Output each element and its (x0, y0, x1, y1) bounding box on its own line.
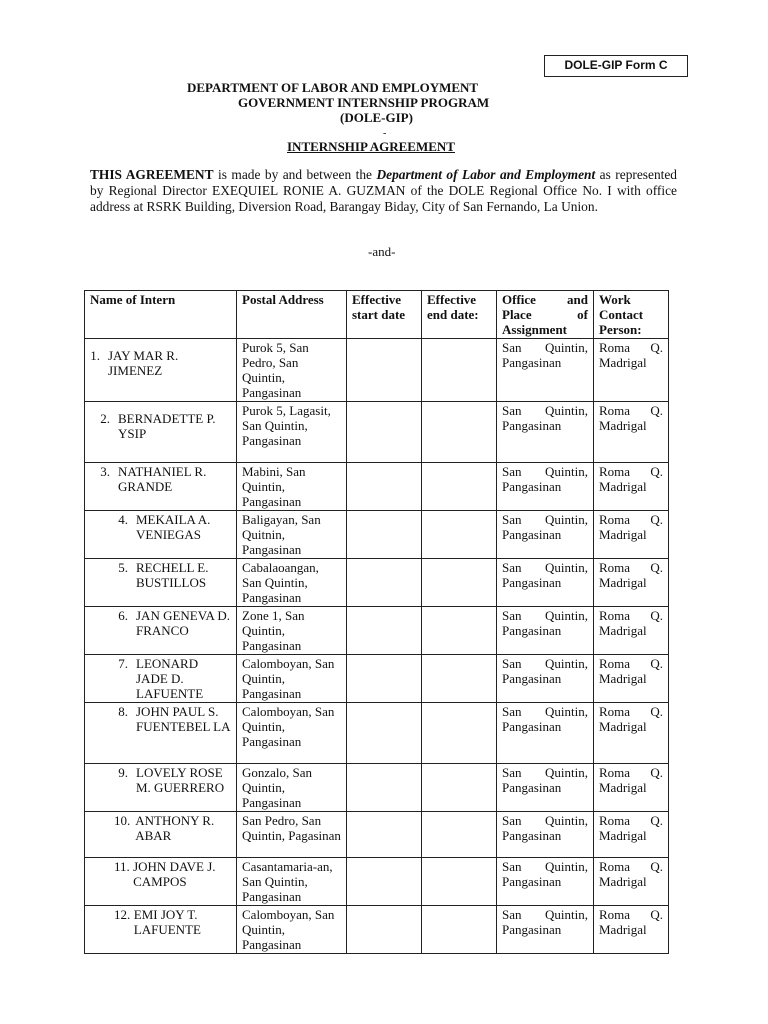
header-start: Effective start date (347, 291, 422, 339)
intern-name-cell (85, 703, 237, 764)
effective-end-date (422, 812, 497, 858)
effective-start-date (347, 812, 422, 858)
intern-name: JAN GENEVA D. FRANCO (136, 608, 231, 638)
work-contact-person: Roma Q. Madrigal (594, 858, 669, 906)
effective-end-date (422, 511, 497, 559)
effective-end-date (422, 463, 497, 511)
work-contact-person: Roma Q. Madrigal (594, 906, 669, 954)
table-row (85, 655, 669, 703)
intern-name-cell (85, 559, 237, 607)
intern-number: 5. (118, 560, 128, 575)
work-contact-person: Roma Q. Madrigal (594, 559, 669, 607)
header-dash: - (383, 128, 387, 139)
table-row (85, 764, 669, 812)
office-assignment: San Quintin, Pangasinan (497, 812, 594, 858)
intern-name: LEONARD JADE D. LAFUENTE (136, 656, 204, 701)
header-end: Effective end date: (422, 291, 497, 339)
office-assignment: San Quintin, Pangasinan (497, 402, 594, 463)
intern-name: JOHN PAUL S. FUENTEBEL LA (136, 704, 231, 734)
work-contact-person: Roma Q. Madrigal (594, 511, 669, 559)
intern-name: LOVELY ROSE M. GUERRERO (136, 765, 225, 795)
form-code-box (544, 55, 688, 77)
postal-address: Calomboyan, San Quintin, Pangasinan (237, 906, 347, 954)
effective-start-date (347, 463, 422, 511)
office-assignment: San Quintin, Pangasinan (497, 607, 594, 655)
form-code: DOLE-GIP Form C (564, 58, 668, 72)
effective-start-date (347, 511, 422, 559)
postal-address: Zone 1, San Quintin, Pangasinan (237, 607, 347, 655)
header-office: Office and Place of Assignment (497, 291, 594, 339)
intern-number: 3. (100, 464, 110, 479)
intern-number: 9. (118, 765, 128, 780)
intern-number: 6. (118, 608, 128, 623)
postal-address: San Pedro, San Quintin, Pagasinan (237, 812, 347, 858)
document-title: INTERNSHIP AGREEMENT (287, 139, 455, 154)
postal-address: Baligayan, San Quitnin, Pangasinan (237, 511, 347, 559)
intern-name: BERNADETTE P. YSIP (118, 411, 216, 441)
table-row (85, 812, 669, 858)
effective-start-date (347, 655, 422, 703)
office-assignment: San Quintin, Pangasinan (497, 906, 594, 954)
intern-name-cell (85, 655, 237, 703)
office-assignment: San Quintin, Pangasinan (497, 764, 594, 812)
header-address: Postal Address (237, 291, 347, 339)
intern-name: JOHN DAVE J. CAMPOS (133, 859, 216, 889)
office-assignment: San Quintin, Pangasinan (497, 339, 594, 402)
intern-name: RECHELL E. BUSTILLOS (136, 560, 209, 590)
intern-number: 4. (118, 512, 128, 527)
agreement-text-1: is made by and between the (213, 167, 377, 182)
effective-end-date (422, 703, 497, 764)
office-assignment: San Quintin, Pangasinan (497, 858, 594, 906)
postal-address: Calomboyan, San Quintin, Pangasinan (237, 703, 347, 764)
effective-end-date (422, 339, 497, 402)
office-assignment: San Quintin, Pangasinan (497, 559, 594, 607)
intern-name-cell (85, 764, 237, 812)
effective-start-date (347, 764, 422, 812)
dept-name: DEPARTMENT OF LABOR AND EMPLOYMENT (187, 80, 479, 95)
program-name: GOVERNMENT INTERNSHIP PROGRAM (238, 95, 490, 110)
work-contact-person: Roma Q. Madrigal (594, 655, 669, 703)
effective-end-date (422, 607, 497, 655)
intern-name-cell (85, 339, 237, 402)
effective-start-date (347, 559, 422, 607)
office-assignment: San Quintin, Pangasinan (497, 655, 594, 703)
postal-address: Cabalaoangan, San Quintin, Pangasinan (237, 559, 347, 607)
intern-number: 1. (90, 348, 100, 363)
postal-address: Purok 5, San Pedro, San Quintin, Pangasinan (237, 339, 347, 402)
intern-name-cell (85, 402, 237, 463)
intern-number: 7. (118, 656, 128, 671)
table-row (85, 858, 669, 906)
postal-address: Gonzalo, San Quintin, Pangasinan (237, 764, 347, 812)
postal-address: Mabini, San Quintin, Pangasinan (237, 463, 347, 511)
intern-number: 2. (100, 411, 110, 426)
postal-address: Purok 5, Lagasit, San Quintin, Pangasinan (237, 402, 347, 463)
table-header-row (85, 291, 669, 339)
intern-name: JAY MAR R. JIMENEZ (108, 348, 179, 378)
effective-start-date (347, 339, 422, 402)
work-contact-person: Roma Q. Madrigal (594, 764, 669, 812)
intern-name-cell (85, 511, 237, 559)
program-acronym: (DOLE-GIP) (340, 110, 413, 125)
intern-name: MEKAILA A. VENIEGAS (136, 512, 211, 542)
intern-name-cell (85, 463, 237, 511)
effective-end-date (422, 402, 497, 463)
intern-number: 12. (114, 907, 131, 922)
intern-number: 11. (114, 859, 130, 874)
and-separator: -and- (368, 244, 396, 259)
table-row (85, 463, 669, 511)
header-name: Name of Intern (85, 291, 237, 339)
effective-start-date (347, 906, 422, 954)
agreement-lead: THIS AGREEMENT (90, 167, 214, 182)
work-contact-person: Roma Q. Madrigal (594, 402, 669, 463)
intern-name: EMI JOY T. LAFUENTE (133, 907, 201, 937)
agreement-text-2: as represented by Regional Director EXEQUIEL RONIE A. GUZMAN of the DOLE Regional Office No. I with office address at RSRK Building, Diversion Road, Barangay Biday, City of San Fernando, La Union. (90, 167, 678, 214)
effective-start-date (347, 607, 422, 655)
work-contact-person: Roma Q. Madrigal (594, 607, 669, 655)
intern-name-cell (85, 812, 237, 858)
work-contact-person: Roma Q. Madrigal (594, 339, 669, 402)
agreement-paragraph (90, 167, 677, 215)
office-assignment: San Quintin, Pangasinan (497, 703, 594, 764)
table-row (85, 511, 669, 559)
header-contact: Work Contact Person: (594, 291, 669, 339)
table-row (85, 559, 669, 607)
table-row (85, 339, 669, 402)
effective-start-date (347, 858, 422, 906)
effective-start-date (347, 703, 422, 764)
intern-name-cell (85, 906, 237, 954)
effective-end-date (422, 906, 497, 954)
table-row (85, 402, 669, 463)
postal-address: Casantamaria-an, San Quintin, Pangasinan (237, 858, 347, 906)
intern-name-cell (85, 607, 237, 655)
office-assignment: San Quintin, Pangasinan (497, 511, 594, 559)
intern-name: NATHANIEL R. GRANDE (118, 464, 207, 494)
work-contact-person: Roma Q. Madrigal (594, 703, 669, 764)
intern-number: 10. (114, 813, 131, 828)
postal-address: Calomboyan, San Quintin, Pangasinan (237, 655, 347, 703)
work-contact-person: Roma Q. Madrigal (594, 812, 669, 858)
intern-number: 8. (118, 704, 128, 719)
effective-start-date (347, 402, 422, 463)
effective-end-date (422, 858, 497, 906)
effective-end-date (422, 559, 497, 607)
intern-name-cell (85, 858, 237, 906)
interns-table (84, 290, 669, 954)
intern-name: ANTHONY R. ABAR (135, 813, 215, 843)
office-assignment: San Quintin, Pangasinan (497, 463, 594, 511)
work-contact-person: Roma Q. Madrigal (594, 463, 669, 511)
agreement-dept: Department of Labor and Employment (376, 167, 596, 182)
table-row (85, 906, 669, 954)
table-row (85, 703, 669, 764)
effective-end-date (422, 764, 497, 812)
effective-end-date (422, 655, 497, 703)
table-row (85, 607, 669, 655)
